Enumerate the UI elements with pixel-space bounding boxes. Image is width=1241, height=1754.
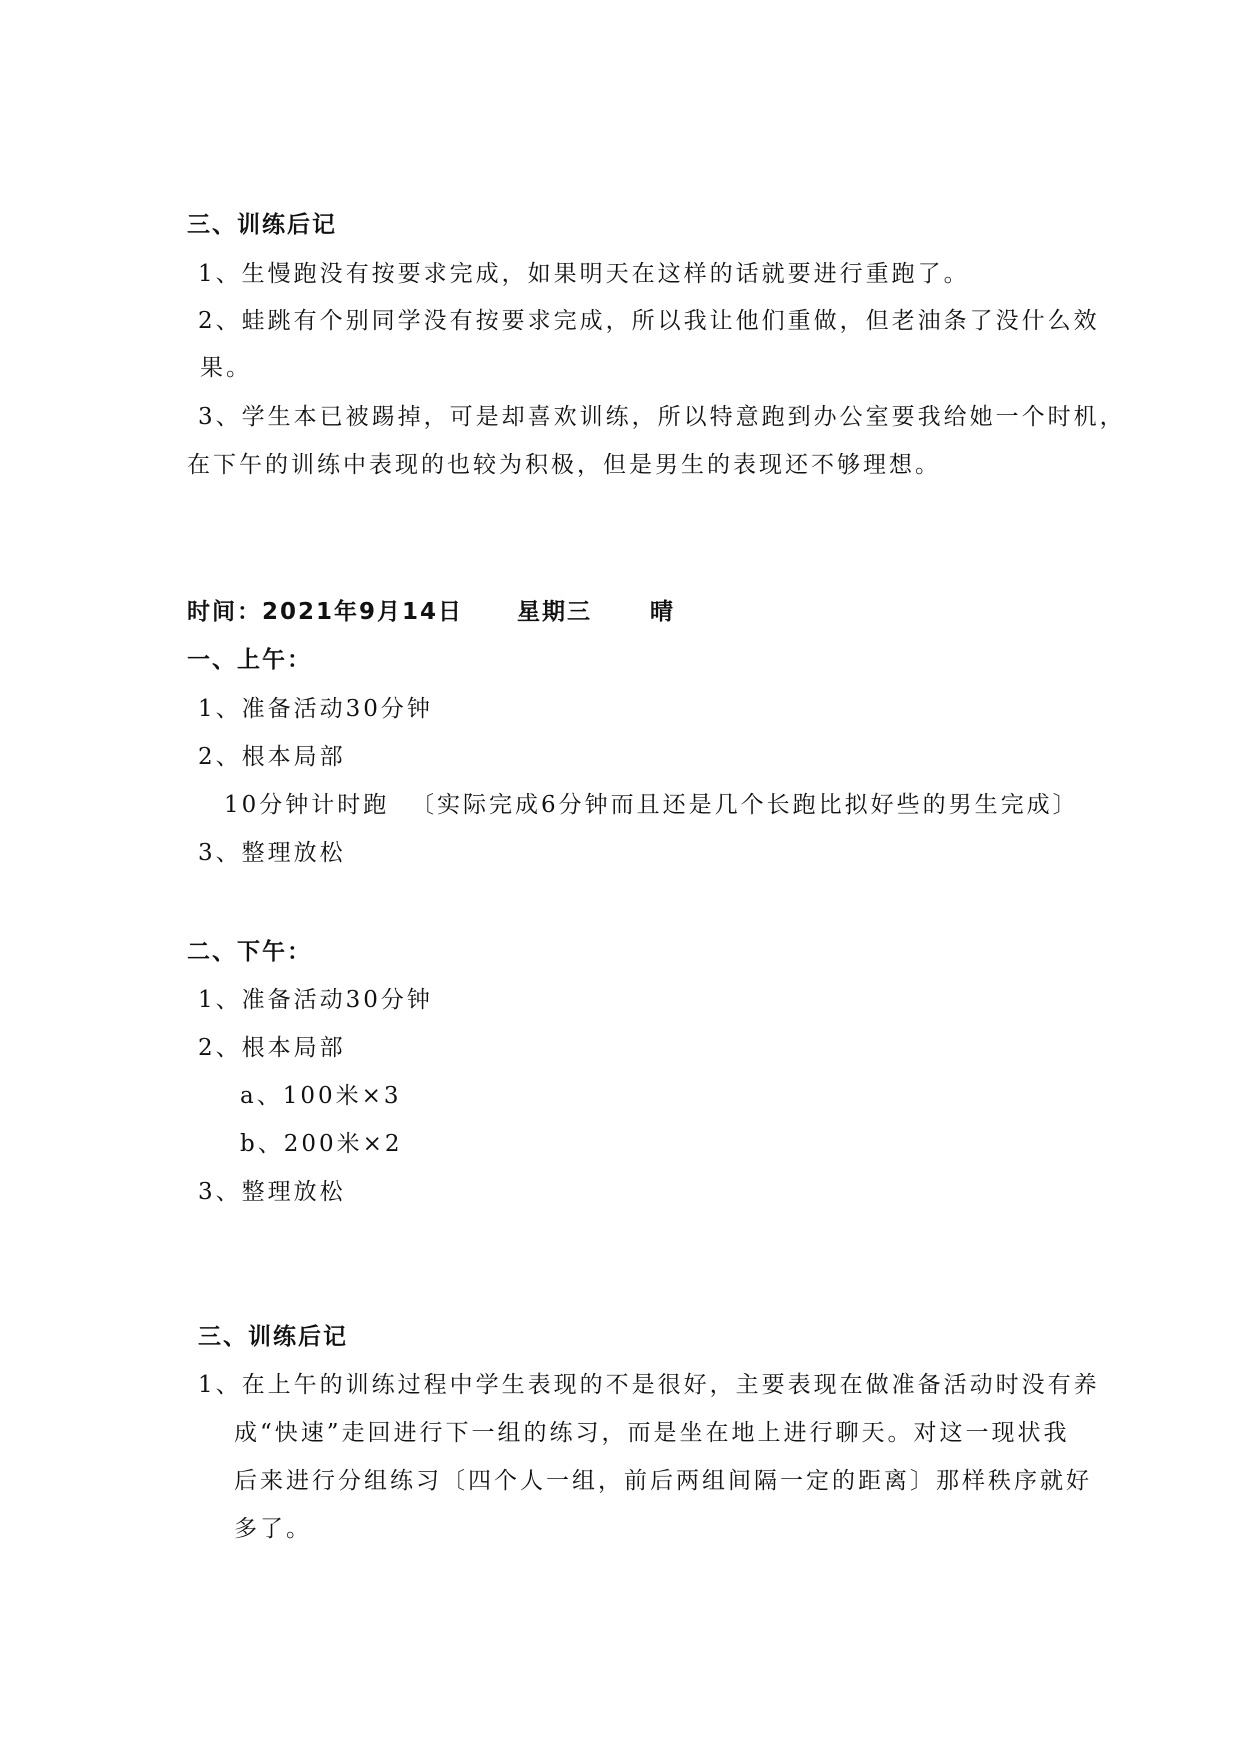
- morning-item-1: 1、准备活动30分钟: [198, 696, 433, 722]
- section-heading-training-notes-2: 三、训练后记: [198, 1324, 348, 1350]
- note-line-2: 2、蛙跳有个别同学没有按要求完成，所以我让他们重做，但老油条了没什么效: [198, 308, 1100, 334]
- weather-text: 晴: [650, 599, 675, 625]
- note2-line-4: 多了。: [234, 1516, 312, 1542]
- morning-item-2: 2、根本局部: [198, 744, 346, 770]
- section-heading-morning: 一、上午：: [187, 647, 312, 673]
- section-heading-training-notes: 三、训练后记: [187, 212, 337, 238]
- note-line-2-cont: 果。: [200, 355, 252, 381]
- morning-sub-item-note: 〔实际完成6分钟而且还是几个长跑比拟好些的男生完成〕: [411, 792, 1079, 818]
- note-line-3-cont: 在下午的训练中表现的也较为积极，但是男生的表现还不够理想。: [187, 452, 941, 478]
- morning-item-3: 3、整理放松: [198, 840, 346, 866]
- morning-sub-item: 10分钟计时跑: [224, 792, 390, 818]
- note2-line-2: 成“快速”走回进行下一组的练习，而是坐在地上进行聊天。对这一现状我: [234, 1420, 1070, 1446]
- afternoon-item-3: 3、整理放松: [198, 1179, 346, 1205]
- afternoon-item-2: 2、根本局部: [198, 1035, 346, 1061]
- weekday-text: 星期三: [517, 599, 592, 625]
- afternoon-item-1: 1、准备活动30分钟: [198, 987, 433, 1013]
- note2-line-3: 后来进行分组练习〔四个人一组，前后两组间隔一定的距离〕那样秩序就好: [234, 1468, 1092, 1494]
- note-line-1: 1、生慢跑没有按要求完成，如果明天在这样的话就要进行重跑了。: [198, 261, 970, 287]
- section-heading-afternoon: 二、下午：: [187, 939, 312, 965]
- afternoon-sub-item-b: b、200米×2: [240, 1131, 403, 1157]
- note-line-3: 3、学生本已被踢掉，可是却喜欢训练，所以特意跑到办公室要我给她一个时机，: [198, 404, 1126, 430]
- note2-line-1: 1、在上午的训练过程中学生表现的不是很好，主要表现在做准备活动时没有养: [198, 1372, 1100, 1398]
- afternoon-sub-item-a: a、100米×3: [240, 1083, 402, 1109]
- date-text: 时间：2021年9月14日: [187, 599, 464, 625]
